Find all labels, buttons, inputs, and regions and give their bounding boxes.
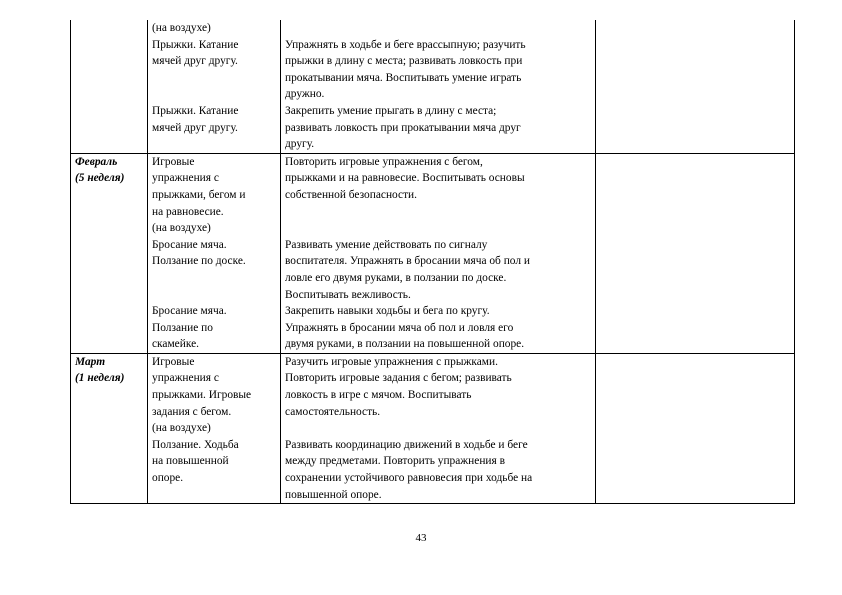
text-line: развивать ловкость при прокатывании мяча друг <box>285 121 521 134</box>
text-line: Бросание мяча. <box>152 305 227 318</box>
text-line: Воспитывать вежливость. <box>285 288 411 301</box>
blank-line <box>285 204 591 221</box>
text-line: повышенной опоре. <box>285 488 382 501</box>
text-line: Закрепить навыки ходьбы и бега по кругу. <box>285 305 490 318</box>
text-line: Ползание по <box>152 321 213 334</box>
tasks-cell <box>281 353 596 503</box>
text-line: воспитателя. Упражнять в бросании мяча об пол и <box>285 255 530 268</box>
month-cell <box>71 153 148 353</box>
text-line: (на воздухе) <box>152 22 211 34</box>
blank-line <box>152 70 276 87</box>
text-line: Закрепить умение прыгать в длину с места; <box>285 104 497 117</box>
text-line: (на воздухе) <box>152 222 211 235</box>
text-line: Игровые <box>152 155 195 168</box>
text-line: ловкость в игре с мячом. Воспитывать <box>285 389 472 402</box>
lesson-plan-body <box>71 20 795 504</box>
table-row <box>71 153 795 353</box>
text-line: прыжками, бегом и <box>152 188 246 201</box>
tasks-cell <box>281 20 596 153</box>
text-line: скамейке. <box>152 338 199 351</box>
text-line: самостоятельность. <box>285 405 381 418</box>
table-row <box>71 20 795 153</box>
text-line: Бросание мяча. <box>152 238 227 251</box>
table-row <box>71 353 795 503</box>
text-line: ловле его двумя руками, в ползании по доске. <box>285 271 507 284</box>
activity-cell <box>148 153 281 353</box>
text-line: (на воздухе) <box>152 422 211 435</box>
text-line: Прыжки. Катание <box>152 38 239 51</box>
text-line: Ползание. Ходьба <box>152 438 239 451</box>
text-line: прокатывании мяча. Воспитывать умение играть <box>285 71 522 84</box>
page-number: 43 <box>415 532 427 544</box>
text-line: мячей друг другу. <box>152 55 238 68</box>
text-line: сохранении устойчивого равновесия при ходьбе на <box>285 472 533 485</box>
text-line: Развивать умение действовать по сигналу <box>285 238 488 251</box>
text-line: прыжками. Игровые <box>152 389 252 402</box>
month-cell <box>71 353 148 503</box>
blank-line <box>285 220 591 237</box>
text-line: Ползание по доске. <box>152 255 246 268</box>
blank-line <box>285 20 591 37</box>
activity-cell <box>148 353 281 503</box>
text-line: Упражнять в ходьбе и беге врассыпную; разучить <box>285 38 526 51</box>
text-line: между предметами. Повторить упражнения в <box>285 455 505 468</box>
text-line: задания с бегом. <box>152 405 232 418</box>
text-line: Игровые <box>152 355 195 368</box>
text-line: двумя руками, в ползании на повышенной опоре. <box>285 338 525 351</box>
text-line: прыжками и на равновесие. Воспитывать основы <box>285 172 525 185</box>
text-line: Повторить игровые задания с бегом; развивать <box>285 372 512 385</box>
notes-cell <box>596 20 795 153</box>
text-line: упражнения с <box>152 372 219 385</box>
blank-line <box>152 287 276 304</box>
blank-line <box>285 420 591 437</box>
text-line: Прыжки. Катание <box>152 104 239 117</box>
text-line: Март <box>75 355 106 368</box>
tasks-cell <box>281 153 596 353</box>
text-line: мячей друг другу. <box>152 121 238 134</box>
notes-cell <box>596 353 795 503</box>
text-line: другу. <box>285 138 315 151</box>
text-line: (5 неделя) <box>75 172 125 185</box>
text-line: Разучить игровые упражнения с прыжками. <box>285 355 498 368</box>
blank-line <box>152 270 276 287</box>
text-line: Развивать координацию движений в ходьбе и беге <box>285 438 528 451</box>
month-cell <box>71 20 148 153</box>
text-line: (1 неделя) <box>75 372 125 385</box>
text-line: прыжки в длину с места; развивать ловкость при <box>285 55 523 68</box>
text-line: Февраль <box>75 155 118 168</box>
notes-cell <box>596 153 795 353</box>
text-line: Упражнять в бросании мяча об пол и ловля его <box>285 321 514 334</box>
activity-cell <box>148 20 281 153</box>
text-line: опоре. <box>152 472 184 485</box>
text-line: собственной безопасности. <box>285 188 418 201</box>
lesson-plan-table <box>70 20 795 504</box>
text-line: на равновесие. <box>152 205 224 218</box>
text-line: упражнения с <box>152 172 219 185</box>
blank-line <box>152 86 276 103</box>
text-line: на повышенной <box>152 455 229 468</box>
text-line: дружно. <box>285 88 325 101</box>
text-line: Повторить игровые упражнения с бегом, <box>285 155 483 168</box>
